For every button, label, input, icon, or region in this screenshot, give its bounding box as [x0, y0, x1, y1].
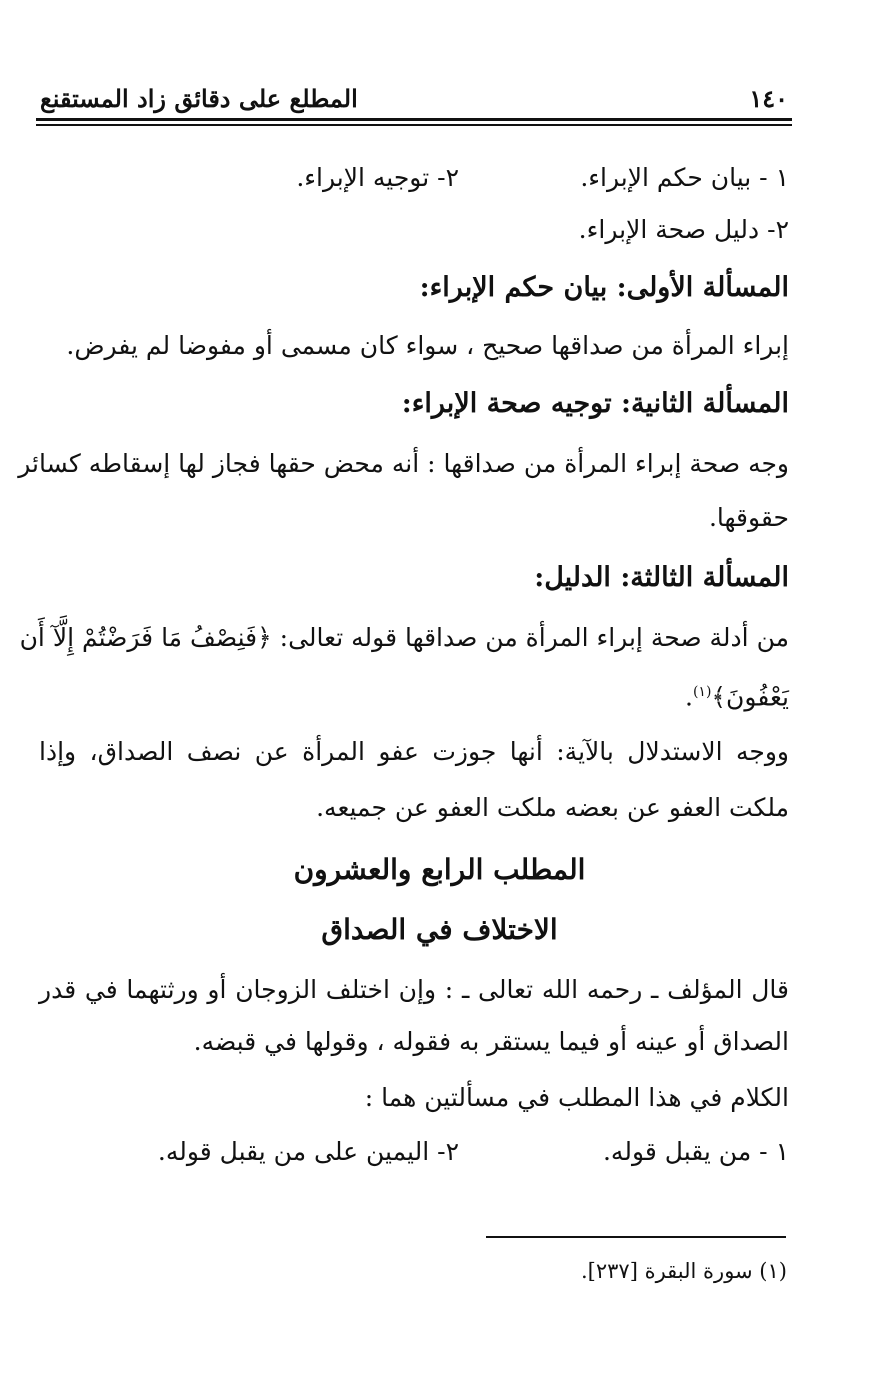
outline2-item1: ١ - من يقبل قوله.: [602, 1137, 789, 1166]
book-title: المطلع على دقائق زاد المستقنع: [40, 84, 358, 113]
section3-line3: ووجه الاستدلال بالآية: أنها جوزت عفو المرأة عن نصف الصداق، وإذا: [39, 737, 789, 766]
section3-line4: ملكت العفو عن بعضه ملكت العفو عن جميعه.: [316, 793, 789, 822]
section1-heading: المسألة الأولى: بيان حكم الإبراء:: [419, 272, 789, 303]
line-end-period: .: [684, 682, 693, 712]
running-header: [40, 84, 788, 114]
section3-line2: [685, 674, 789, 715]
section1-text: إبراء المرأة من صداقها صحيح ، سواء كان مسمى أو مفوضا لم يفرض.: [66, 331, 789, 360]
footnote-ref: (١): [692, 684, 712, 700]
section3-heading: المسألة الثالثة: الدليل:: [534, 562, 789, 593]
chapter-title-2: الاختلاف في الصداق: [321, 913, 558, 946]
outline1-item3: ٢- دليل صحة الإبراء.: [578, 215, 789, 244]
section2-line1: وجه صحة إبراء المرأة من صداقها : أنه محض حقها فجاز لها إسقاطه كسائر: [18, 449, 789, 478]
header-rule-thick: [36, 118, 792, 121]
quran-verse-end: يَعْفُونَ﴾: [711, 682, 789, 712]
quote-line1: قال المؤلف ـ رحمه الله تعالى ـ : وإن اختلف الزوجان أو ورثتهما في قدر: [39, 975, 789, 1004]
chapter-title-1: المطلب الرابع والعشرون: [293, 853, 586, 886]
outline1-item1: ١ - بيان حكم الإبراء.: [580, 163, 789, 192]
footnote-text: (١) سورة البقرة [٢٣٧].: [581, 1259, 787, 1283]
outline2-item2: ٢- اليمين على من يقبل قوله.: [157, 1137, 459, 1166]
header-rule-thin: [36, 124, 792, 126]
section2-line2: حقوقها.: [708, 503, 789, 532]
footnote-separator: [486, 1236, 786, 1238]
section3-line1: من أدلة صحة إبراء المرأة من صداقها قوله تعالى: ﴿فَنِصْفُ مَا فَرَضْتُمْ إِلَّآ أَن: [19, 623, 789, 652]
quote-line3: الكلام في هذا المطلب في مسألتين هما :: [364, 1083, 789, 1112]
outline1-item2: ٢- توجيه الإبراء.: [296, 163, 459, 192]
section2-heading: المسألة الثانية: توجيه صحة الإبراء:: [401, 388, 789, 419]
page-number: ١٤٠: [749, 84, 788, 113]
quote-line2: الصداق أو عينه أو فيما يستقر به فقوله ، وقولها في قبضه.: [193, 1027, 789, 1056]
